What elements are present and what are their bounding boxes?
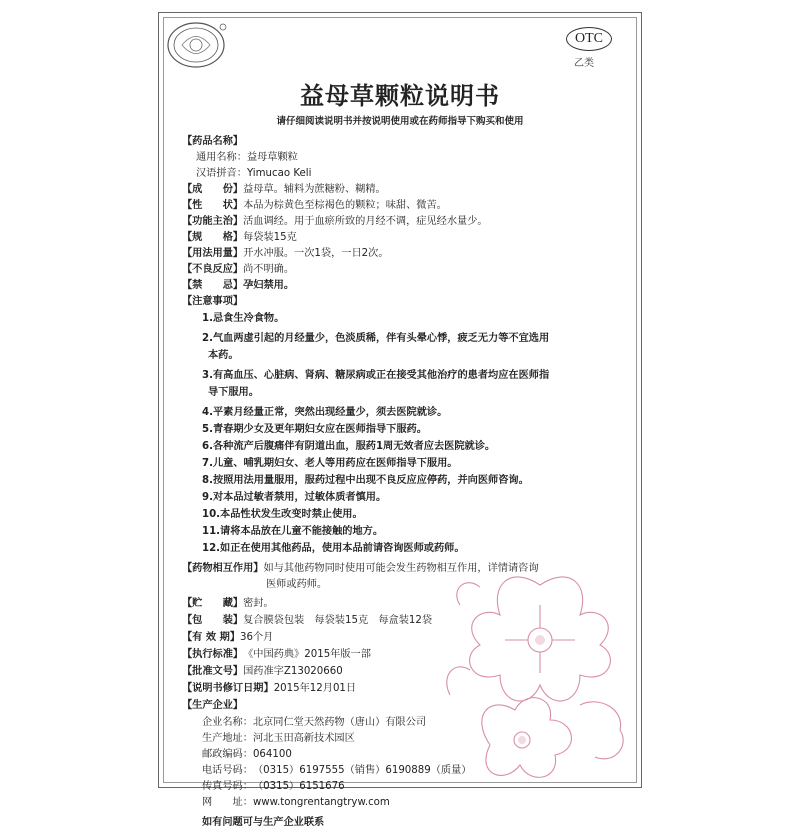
revision-label: 【说明书修订日期】 — [182, 683, 274, 694]
revision-row — [182, 681, 356, 696]
generic-name-row — [196, 150, 298, 165]
precaution-item: 9.对本品过敏者禁用，过敏体质者慎用。 — [202, 492, 387, 503]
phone-label: 电话号码： — [202, 765, 253, 776]
appearance-value: 本品为棕黄色至棕褐色的颗粒；味甜、微苦。 — [243, 200, 447, 211]
precaution-item: 7.儿童、哺乳期妇女、老人等用药应在医师指导下服用。 — [202, 458, 458, 469]
precaution-item: 1.忌食生冷食物。 — [202, 313, 285, 324]
generic-name-label: 通用名称： — [196, 152, 247, 163]
fax-label: 传真号码： — [202, 781, 253, 792]
adverse-row — [182, 262, 294, 277]
package-value: 复合膜袋包装 每袋装15克 每盒装12袋 — [243, 615, 433, 626]
dosage-label: 【用法用量】 — [182, 248, 244, 259]
dosage-row — [182, 246, 389, 261]
interactions-row — [182, 561, 539, 576]
pinyin-row — [196, 166, 311, 181]
adverse-label: 【不良反应】 — [182, 264, 244, 275]
validity-row — [182, 630, 273, 645]
spec-value: 每袋装15克 — [243, 232, 297, 243]
package-label: 【包 装】 — [182, 615, 244, 626]
appearance-label: 【性 状】 — [182, 200, 244, 211]
postcode-label: 邮政编码： — [202, 749, 253, 760]
flower-illustration — [430, 545, 640, 785]
website-label: 网 址： — [202, 797, 253, 808]
postcode-value: 064100 — [252, 749, 292, 760]
tongrentang-logo — [164, 20, 228, 70]
ingredients-label: 【成 份】 — [182, 184, 244, 195]
standard-value: 《中国药典》2015年版一部 — [243, 649, 371, 660]
ingredients-value: 益母草。辅料为蔗糖粉、糊精。 — [243, 184, 386, 195]
precaution-item-cont: 本药。 — [208, 350, 239, 361]
contra-value: 孕妇禁用。 — [243, 280, 295, 291]
address-value: 河北玉田高新技术园区 — [252, 733, 355, 744]
adverse-value: 尚不明确。 — [243, 264, 295, 275]
approval-label: 【批准文号】 — [182, 666, 244, 677]
package-row — [182, 613, 432, 628]
otc-class-label: 乙类 — [574, 58, 594, 69]
spec-row — [182, 230, 297, 245]
precaution-item: 11.请将本品放在儿童不能接触的地方。 — [202, 526, 384, 537]
approval-row — [182, 664, 343, 679]
indications-value: 活血调经。用于血瘀所致的月经不调，症见经水量少。 — [243, 216, 488, 227]
pinyin-value: Yimucao Keli — [246, 168, 312, 179]
ingredients-row — [182, 182, 386, 197]
phone-row — [202, 763, 471, 778]
indications-label: 【功能主治】 — [182, 216, 244, 227]
interactions-label: 【药物相互作用】 — [182, 563, 264, 574]
dosage-value: 开水冲服。一次1袋，一日2次。 — [243, 248, 389, 259]
validity-value: 36个月 — [240, 632, 274, 643]
manufacturer-header: 【生产企业】 — [182, 700, 244, 711]
interactions-row-cont: 医师或药师。 — [266, 579, 328, 590]
document-subtitle: 请仔细阅读说明书并按说明使用或在药师指导下购买和使用 — [276, 116, 524, 127]
precaution-item: 4.平素月经量正常，突然出现经量少，须去医院就诊。 — [202, 407, 448, 418]
indications-row — [182, 214, 488, 229]
address-label: 生产地址： — [202, 733, 253, 744]
precaution-item: 8.按照用法用量服用，服药过程中出现不良反应应停药，并向医师咨询。 — [202, 475, 529, 486]
storage-row — [182, 596, 274, 611]
contra-row — [182, 278, 294, 293]
storage-value: 密封。 — [243, 598, 274, 609]
contact-note: 如有问题可与生产企业联系 — [202, 817, 325, 828]
interactions-value: 如与其他药物同时使用可能会发生药物相互作用，详情请咨询 — [263, 563, 539, 574]
spec-label: 【规 格】 — [182, 232, 244, 243]
company-value: 北京同仁堂天然药物（唐山）有限公司 — [252, 717, 427, 728]
precaution-item: 2.气血两虚引起的月经量少，色淡质稀，伴有头晕心悸，疲乏无力等不宜选用 — [202, 333, 550, 344]
website-link[interactable]: www.tongrentangtryw.com — [252, 797, 390, 808]
precaution-item: 3.有高血压、心脏病、肾病、糖尿病或正在接受其他治疗的患者均应在医师指 — [202, 370, 550, 381]
precautions-header: 【注意事项】 — [182, 296, 244, 307]
company-label: 企业名称： — [202, 717, 253, 728]
website-row — [202, 795, 390, 810]
company-row — [202, 715, 426, 730]
contra-label: 【禁 忌】 — [182, 280, 244, 291]
otc-badge: OTC — [566, 27, 612, 51]
fax-value: （0315）6151676 — [252, 781, 345, 792]
storage-label: 【贮 藏】 — [182, 598, 244, 609]
fax-row — [202, 779, 345, 794]
precaution-item: 6.各种流产后腹痛伴有阴道出血，服药1周无效者应去医院就诊。 — [202, 441, 496, 452]
approval-value: 国药准字Z13020660 — [243, 666, 343, 677]
address-row — [202, 731, 355, 746]
precaution-item: 5.青春期少女及更年期妇女应在医师指导下服药。 — [202, 424, 427, 435]
standard-row — [182, 647, 371, 662]
pinyin-label: 汉语拼音： — [196, 168, 247, 179]
revision-value: 2015年12月01日 — [273, 683, 357, 694]
phone-value: （0315）6197555（销售）6190889（质量） — [252, 765, 472, 776]
document-title: 益母草颗粒说明书 — [300, 82, 500, 110]
postcode-row — [202, 747, 292, 762]
generic-name-value: 益母草颗粒 — [246, 152, 298, 163]
drug-name-header: 【药品名称】 — [182, 136, 244, 147]
appearance-row — [182, 198, 447, 213]
precaution-item: 12.如正在使用其他药品，使用本品前请咨询医师或药师。 — [202, 543, 465, 554]
standard-label: 【执行标准】 — [182, 649, 244, 660]
validity-label: 【有 效 期】 — [182, 632, 241, 643]
precaution-item-cont: 导下服用。 — [208, 387, 259, 398]
precaution-item: 10.本品性状发生改变时禁止使用。 — [202, 509, 363, 520]
